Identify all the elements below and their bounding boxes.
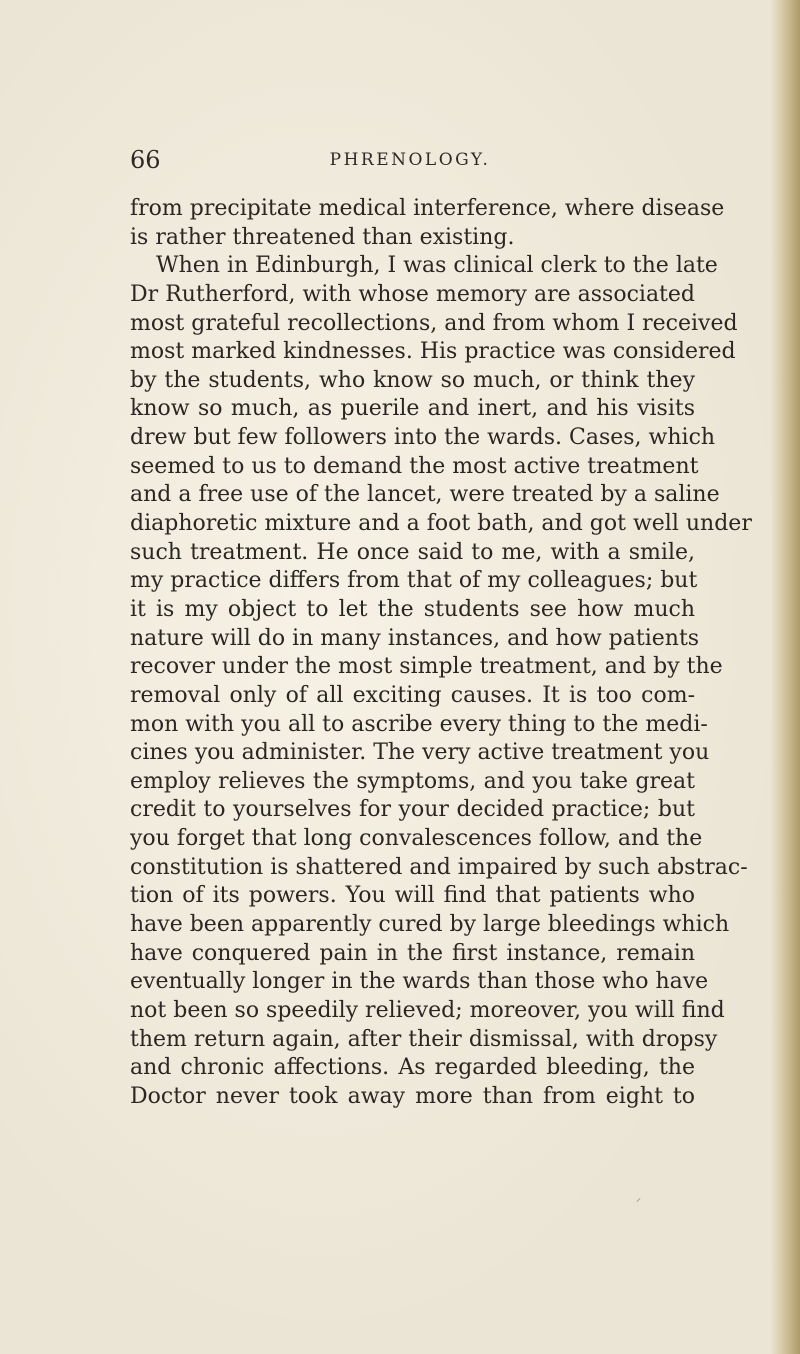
text-line: not been so speedily relieved; moreover, you will find: [130, 997, 725, 1023]
text-line: nature will do in many instances, and how patients: [130, 625, 700, 651]
text-line: Dr Rutherford, with whose memory are associated: [130, 281, 695, 307]
text-line: cines you administer. The very active treatment you: [130, 740, 710, 766]
running-head: [130, 145, 690, 175]
text-line: have conquered pain in the first instance, remain: [130, 940, 695, 966]
text-line: When in Edinburgh, I was clinical clerk to the late: [156, 253, 718, 279]
text-line: is rather threatened than existing.: [130, 224, 515, 250]
text-line: constitution is shattered and impaired by such abstrac-: [130, 854, 748, 880]
text-line: Doctor never took away more than from eight to: [130, 1083, 695, 1109]
text-line: and a free use of the lancet, were treated by a saline: [130, 482, 720, 508]
text-line: seemed to us to demand the most active treatment: [130, 453, 699, 479]
page-edge-shadow: [770, 0, 800, 1354]
text-line: them return again, after their dismissal, with dropsy: [130, 1026, 718, 1052]
text-line: eventually longer in the wards than those who have: [130, 969, 709, 995]
text-line: have been apparently cured by large bleedings which: [130, 912, 730, 938]
print-mark: ⸝: [636, 1193, 641, 1204]
text-line: employ relieves the symptoms, and you take great: [130, 768, 695, 794]
page-number: 66: [130, 146, 161, 174]
text-line: recover under the most simple treatment, and by the: [130, 654, 723, 680]
text-line: removal only of all exciting causes. It is too com-: [130, 682, 695, 708]
text-line: drew but few followers into the wards. Cases, which: [130, 425, 716, 451]
text-line: and chronic affections. As regarded bleeding, the: [130, 1055, 695, 1081]
text-line: from precipitate medical interference, where disease: [130, 196, 725, 221]
text-line: you forget that long convalescences follow, and the: [130, 826, 703, 852]
text-line: credit to yourselves for your decided practice; but: [130, 797, 695, 823]
body-text: [130, 195, 752, 1112]
text-line: by the students, who know so much, or think they: [130, 367, 695, 393]
text-line: my practice differs from that of my colleagues; but: [130, 568, 698, 594]
text-line: mon with you all to ascribe every thing to the medi-: [130, 711, 708, 737]
text-line: it is my object to let the students see how much: [130, 596, 695, 622]
text-line: such treatment. He once said to me, with a smile,: [130, 539, 695, 565]
text-line: most marked kindnesses. His practice was considered: [130, 339, 736, 365]
text-line: know so much, as puerile and inert, and his visits: [130, 396, 695, 422]
running-title: PHRENOLOGY.: [329, 150, 491, 170]
text-line: tion of its powers. You will find that patients who: [130, 883, 695, 909]
text-line: diaphoretic mixture and a foot bath, and got well under: [130, 511, 752, 537]
text-line: most grateful recollections, and from whom I received: [130, 310, 738, 336]
